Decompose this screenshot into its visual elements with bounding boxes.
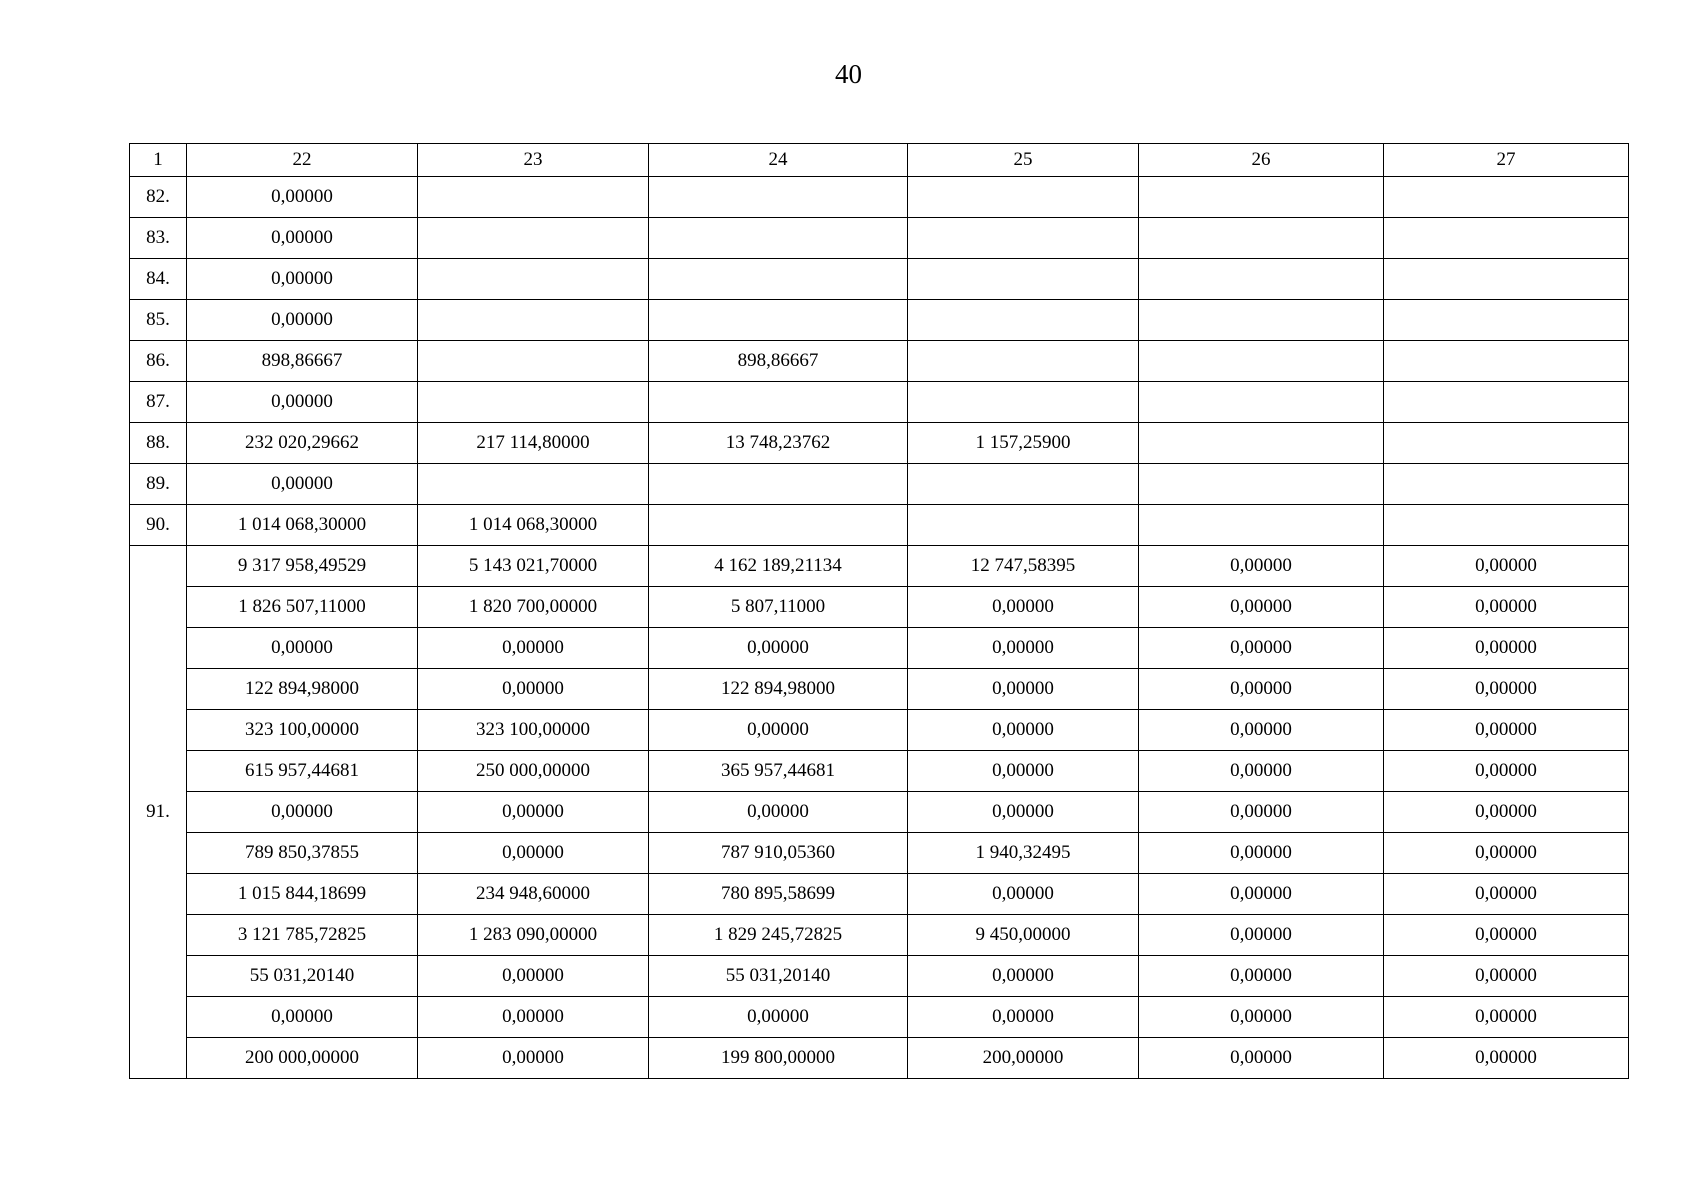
table-cell: 9 450,00000 — [908, 915, 1139, 956]
table-cell: 0,00000 — [1384, 833, 1629, 874]
table-cell: 0,00000 — [418, 669, 649, 710]
table-cell: 0,00000 — [1139, 628, 1384, 669]
table-cell — [418, 300, 649, 341]
table-cell: 0,00000 — [187, 300, 418, 341]
header-cell: 1 — [130, 144, 187, 177]
table-cell: 0,00000 — [649, 710, 908, 751]
table-row — [130, 792, 1629, 833]
table-cell — [649, 300, 908, 341]
table-cell: 0,00000 — [187, 464, 418, 505]
table-cell: 12 747,58395 — [908, 546, 1139, 587]
table-cell — [1139, 423, 1384, 464]
table-cell: 122 894,98000 — [187, 669, 418, 710]
table-cell: 1 015 844,18699 — [187, 874, 418, 915]
table-cell — [1384, 341, 1629, 382]
table-cell: 0,00000 — [1384, 792, 1629, 833]
table-cell: 199 800,00000 — [649, 1038, 908, 1079]
table-cell: 0,00000 — [1139, 710, 1384, 751]
row-number-cell: 89. — [130, 464, 187, 505]
row-number-cell: 83. — [130, 218, 187, 259]
table-cell — [1384, 300, 1629, 341]
page-number: 40 — [835, 59, 862, 89]
table-cell: 0,00000 — [418, 1038, 649, 1079]
table-cell — [1139, 300, 1384, 341]
table-cell — [1384, 382, 1629, 423]
header-cell: 26 — [1139, 144, 1384, 177]
table-row — [130, 628, 1629, 669]
table-cell: 0,00000 — [1384, 956, 1629, 997]
table-cell: 0,00000 — [187, 177, 418, 218]
table-cell: 250 000,00000 — [418, 751, 649, 792]
table-cell — [418, 464, 649, 505]
table-cell: 0,00000 — [187, 628, 418, 669]
table-cell: 1 826 507,11000 — [187, 587, 418, 628]
table-cell: 0,00000 — [1384, 915, 1629, 956]
table-cell — [908, 177, 1139, 218]
table-cell — [1384, 218, 1629, 259]
table-cell: 0,00000 — [908, 628, 1139, 669]
table-cell: 5 807,11000 — [649, 587, 908, 628]
table-cell — [1384, 259, 1629, 300]
table-cell: 1 014 068,30000 — [418, 505, 649, 546]
table-cell: 9 317 958,49529 — [187, 546, 418, 587]
table-cell: 0,00000 — [649, 792, 908, 833]
table-cell — [649, 464, 908, 505]
table-cell: 0,00000 — [1384, 751, 1629, 792]
table-cell — [418, 177, 649, 218]
table-cell — [908, 259, 1139, 300]
header-cell: 23 — [418, 144, 649, 177]
table-cell: 0,00000 — [418, 628, 649, 669]
table-cell: 55 031,20140 — [187, 956, 418, 997]
table-row — [130, 505, 1629, 546]
table-cell — [418, 382, 649, 423]
table-cell: 365 957,44681 — [649, 751, 908, 792]
table-row — [130, 300, 1629, 341]
table-cell: 323 100,00000 — [418, 710, 649, 751]
table-cell — [908, 464, 1139, 505]
table-cell: 0,00000 — [1139, 546, 1384, 587]
table-cell — [649, 259, 908, 300]
table-cell — [1384, 423, 1629, 464]
table-cell — [649, 218, 908, 259]
table-cell: 898,86667 — [187, 341, 418, 382]
header-cell: 27 — [1384, 144, 1629, 177]
row-number-cell: 87. — [130, 382, 187, 423]
table-cell — [1139, 505, 1384, 546]
table-cell: 13 748,23762 — [649, 423, 908, 464]
table-cell: 0,00000 — [1384, 1038, 1629, 1079]
table-cell — [649, 505, 908, 546]
row-number-cell: 82. — [130, 177, 187, 218]
table-cell — [908, 341, 1139, 382]
table-cell: 0,00000 — [908, 710, 1139, 751]
table-row — [130, 587, 1629, 628]
table-row — [130, 1038, 1629, 1079]
table-cell: 4 162 189,21134 — [649, 546, 908, 587]
table-cell: 200 000,00000 — [187, 1038, 418, 1079]
table-cell — [908, 382, 1139, 423]
header-cell: 25 — [908, 144, 1139, 177]
table-cell: 0,00000 — [1384, 546, 1629, 587]
table-cell: 0,00000 — [908, 874, 1139, 915]
table-cell — [1139, 382, 1384, 423]
table-cell — [418, 341, 649, 382]
table-row — [130, 833, 1629, 874]
table-cell — [1384, 505, 1629, 546]
table-row — [130, 259, 1629, 300]
table-cell: 0,00000 — [1139, 792, 1384, 833]
header-cell: 24 — [649, 144, 908, 177]
table-cell: 0,00000 — [1384, 874, 1629, 915]
table-cell: 0,00000 — [1139, 669, 1384, 710]
table-cell: 0,00000 — [187, 382, 418, 423]
table-cell — [1384, 177, 1629, 218]
table-row — [130, 341, 1629, 382]
table-header — [130, 144, 1629, 177]
table-cell: 0,00000 — [908, 997, 1139, 1038]
table-cell: 780 895,58699 — [649, 874, 908, 915]
table-cell: 0,00000 — [187, 792, 418, 833]
table-cell — [1139, 218, 1384, 259]
table-cell: 0,00000 — [649, 628, 908, 669]
header-cell: 22 — [187, 144, 418, 177]
table-cell: 0,00000 — [187, 997, 418, 1038]
table-row — [130, 669, 1629, 710]
table-cell: 787 910,05360 — [649, 833, 908, 874]
table-row — [130, 546, 1629, 587]
table-row — [130, 874, 1629, 915]
table-cell: 0,00000 — [908, 669, 1139, 710]
table-cell: 55 031,20140 — [649, 956, 908, 997]
table-row — [130, 382, 1629, 423]
table-cell: 0,00000 — [908, 587, 1139, 628]
table-cell: 789 850,37855 — [187, 833, 418, 874]
table-cell: 234 948,60000 — [418, 874, 649, 915]
table-cell — [1384, 464, 1629, 505]
table-cell: 0,00000 — [1139, 587, 1384, 628]
row-number-cell: 90. — [130, 505, 187, 546]
table-cell: 0,00000 — [1384, 669, 1629, 710]
table-cell: 1 157,25900 — [908, 423, 1139, 464]
row-number-cell: 88. — [130, 423, 187, 464]
table-cell: 0,00000 — [649, 997, 908, 1038]
table-cell: 200,00000 — [908, 1038, 1139, 1079]
table-cell: 0,00000 — [1384, 710, 1629, 751]
table-cell — [1139, 259, 1384, 300]
table-cell: 122 894,98000 — [649, 669, 908, 710]
table-cell — [908, 300, 1139, 341]
table-row — [130, 177, 1629, 218]
table-cell: 1 940,32495 — [908, 833, 1139, 874]
table-cell: 0,00000 — [418, 833, 649, 874]
table-cell: 0,00000 — [1139, 1038, 1384, 1079]
table-row — [130, 464, 1629, 505]
table-cell: 1 283 090,00000 — [418, 915, 649, 956]
table-cell: 0,00000 — [1139, 956, 1384, 997]
table-cell: 1 820 700,00000 — [418, 587, 649, 628]
row-number-cell: 86. — [130, 341, 187, 382]
row-number-cell: 91. — [130, 546, 187, 1079]
table-cell: 0,00000 — [1139, 874, 1384, 915]
table-cell — [418, 259, 649, 300]
table-cell: 615 957,44681 — [187, 751, 418, 792]
table-row — [130, 956, 1629, 997]
table-cell: 0,00000 — [418, 956, 649, 997]
table-cell: 5 143 021,70000 — [418, 546, 649, 587]
table-row — [130, 423, 1629, 464]
table-cell: 1 014 068,30000 — [187, 505, 418, 546]
row-number-cell: 84. — [130, 259, 187, 300]
data-table — [129, 143, 1629, 1079]
table-cell: 3 121 785,72825 — [187, 915, 418, 956]
row-number-cell: 85. — [130, 300, 187, 341]
table-row — [130, 915, 1629, 956]
table-body — [130, 177, 1629, 1079]
table-cell: 323 100,00000 — [187, 710, 418, 751]
table-cell: 0,00000 — [1139, 997, 1384, 1038]
table-cell — [908, 505, 1139, 546]
table-cell: 0,00000 — [418, 792, 649, 833]
table-cell: 232 020,29662 — [187, 423, 418, 464]
table-cell: 898,86667 — [649, 341, 908, 382]
table-cell: 0,00000 — [187, 259, 418, 300]
table-row — [130, 218, 1629, 259]
table-cell: 0,00000 — [1139, 751, 1384, 792]
table-cell — [908, 218, 1139, 259]
table-cell: 0,00000 — [1384, 628, 1629, 669]
table-cell — [418, 218, 649, 259]
table-row — [130, 751, 1629, 792]
table-row — [130, 710, 1629, 751]
table-cell: 0,00000 — [908, 792, 1139, 833]
table-cell: 0,00000 — [908, 751, 1139, 792]
table-cell — [649, 177, 908, 218]
header-row — [130, 144, 1629, 177]
table-cell: 0,00000 — [1384, 587, 1629, 628]
table-cell: 0,00000 — [418, 997, 649, 1038]
table-cell — [1139, 177, 1384, 218]
table-cell: 0,00000 — [908, 956, 1139, 997]
table-row — [130, 997, 1629, 1038]
table-cell: 217 114,80000 — [418, 423, 649, 464]
table-cell: 0,00000 — [1139, 915, 1384, 956]
table-cell: 0,00000 — [1139, 833, 1384, 874]
table-cell: 0,00000 — [187, 218, 418, 259]
table-cell: 1 829 245,72825 — [649, 915, 908, 956]
table-cell — [1139, 464, 1384, 505]
table-cell: 0,00000 — [1384, 997, 1629, 1038]
table-cell — [649, 382, 908, 423]
table-cell — [1139, 341, 1384, 382]
